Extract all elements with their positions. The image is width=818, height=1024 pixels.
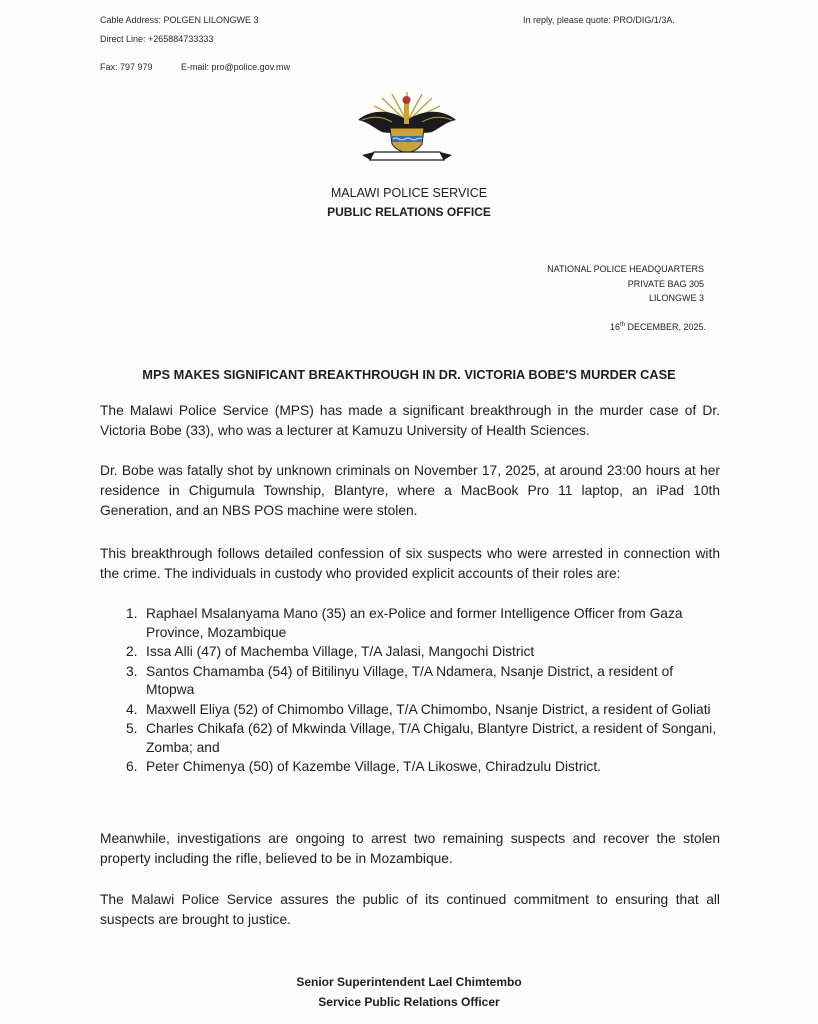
date-suffix: th [619, 322, 625, 328]
reply-reference: In reply, please quote: PRO/DIG/1/3A. [523, 15, 675, 25]
list-text: Raphael Msalanyama Mano (35) an ex-Police and former Intelligence Officer from Gaza Province, Mozambique [146, 606, 683, 640]
paragraph-confession: This breakthrough follows detailed confession of six suspects who were arrested in connection with the crime. The individuals in custody who provided explicit accounts of their roles are: [100, 546, 720, 581]
list-text: Santos Chamamba (54) of Bitilinyu Village, T/A Ndamera, Nsanje District, a resident of Mtopwa [146, 663, 674, 697]
suspect-list [120, 605, 720, 778]
organization-name: MALAWI POLICE SERVICE [330, 186, 488, 200]
list-number: 3. [126, 663, 138, 679]
list-item [120, 643, 720, 662]
list-item [120, 720, 720, 757]
fax-number: Fax: 797 979 [100, 62, 153, 72]
paragraph-breakthrough: The Malawi Police Service (MPS) has made a significant breakthrough in the murder case of Dr. Victoria Bobe (33), who was a lecturer at Kamuzu University of Health Sciences. [100, 403, 720, 438]
list-text: Issa Alli (47) of Machemba Village, T/A Jalasi, Mangochi District [146, 644, 535, 659]
signatory-name: Senior Superintendent Lael Chimtembo [296, 975, 522, 989]
malawi-police-crest-icon [352, 92, 462, 167]
list-item [120, 605, 720, 642]
list-item [120, 663, 720, 700]
address-line-2: PRIVATE BAG 305 [627, 278, 704, 289]
paragraph-incident: Dr. Bobe was fatally shot by unknown criminals on November 17, 2025, at around 23:00 hours at her residence in Chigumula Township, Blantyre, where a MacBook Pro 11 laptop, an iPad 10th Generation, and an NBS POS machine were stolen. [100, 463, 720, 518]
list-number: 5. [126, 721, 138, 736]
paragraph-commitment: The Malawi Police Service assures the public of its continued commitment to ensuring that all suspects are brought to justice. [100, 892, 720, 927]
list-number: 6. [126, 759, 138, 774]
list-text: Peter Chimenya (50) of Kazembe Village, T/A Likoswe, Chiradzulu District. [146, 759, 601, 774]
list-number: 2. [126, 644, 138, 659]
release-date [610, 322, 706, 332]
date-rest: DECEMBER, 2025. [624, 322, 706, 332]
list-number: 1. [126, 606, 138, 621]
address-line-3: LILONGWE 3 [648, 293, 704, 303]
postal-address [547, 262, 704, 306]
email-address: E-mail: pro@police.gov.mw [181, 62, 291, 72]
list-text: Charles Chikafa (62) of Mkwinda Village, T/A Chigalu, Blantyre District, a resident of Songani, Zomba; and [146, 721, 717, 755]
address-line-1: NATIONAL POLICE HEADQUARTERS [547, 264, 704, 274]
list-item [120, 758, 720, 777]
signatory-position: Service Public Relations Officer [318, 995, 500, 1009]
list-text: Maxwell Eliya (52) of Chimombo Village, T/A Chimombo, Nsanje District, a resident of Goliati [146, 701, 711, 717]
office-name: PUBLIC RELATIONS OFFICE [327, 205, 491, 219]
list-number: 4. [126, 701, 138, 717]
cable-address: Cable Address: POLGEN LILONGWE 3 [100, 15, 259, 25]
press-release-title: MPS MAKES SIGNIFICANT BREAKTHROUGH IN DR. VICTORIA BOBE'S MURDER CASE [142, 367, 676, 382]
date-day: 16 [609, 322, 620, 332]
list-item [120, 701, 720, 720]
direct-line: Direct Line: +265884733333 [100, 34, 214, 44]
paragraph-investigation: Meanwhile, investigations are ongoing to arrest two remaining suspects and recover the stolen property including the rifle, believed to be in Mozambique. [100, 831, 720, 866]
